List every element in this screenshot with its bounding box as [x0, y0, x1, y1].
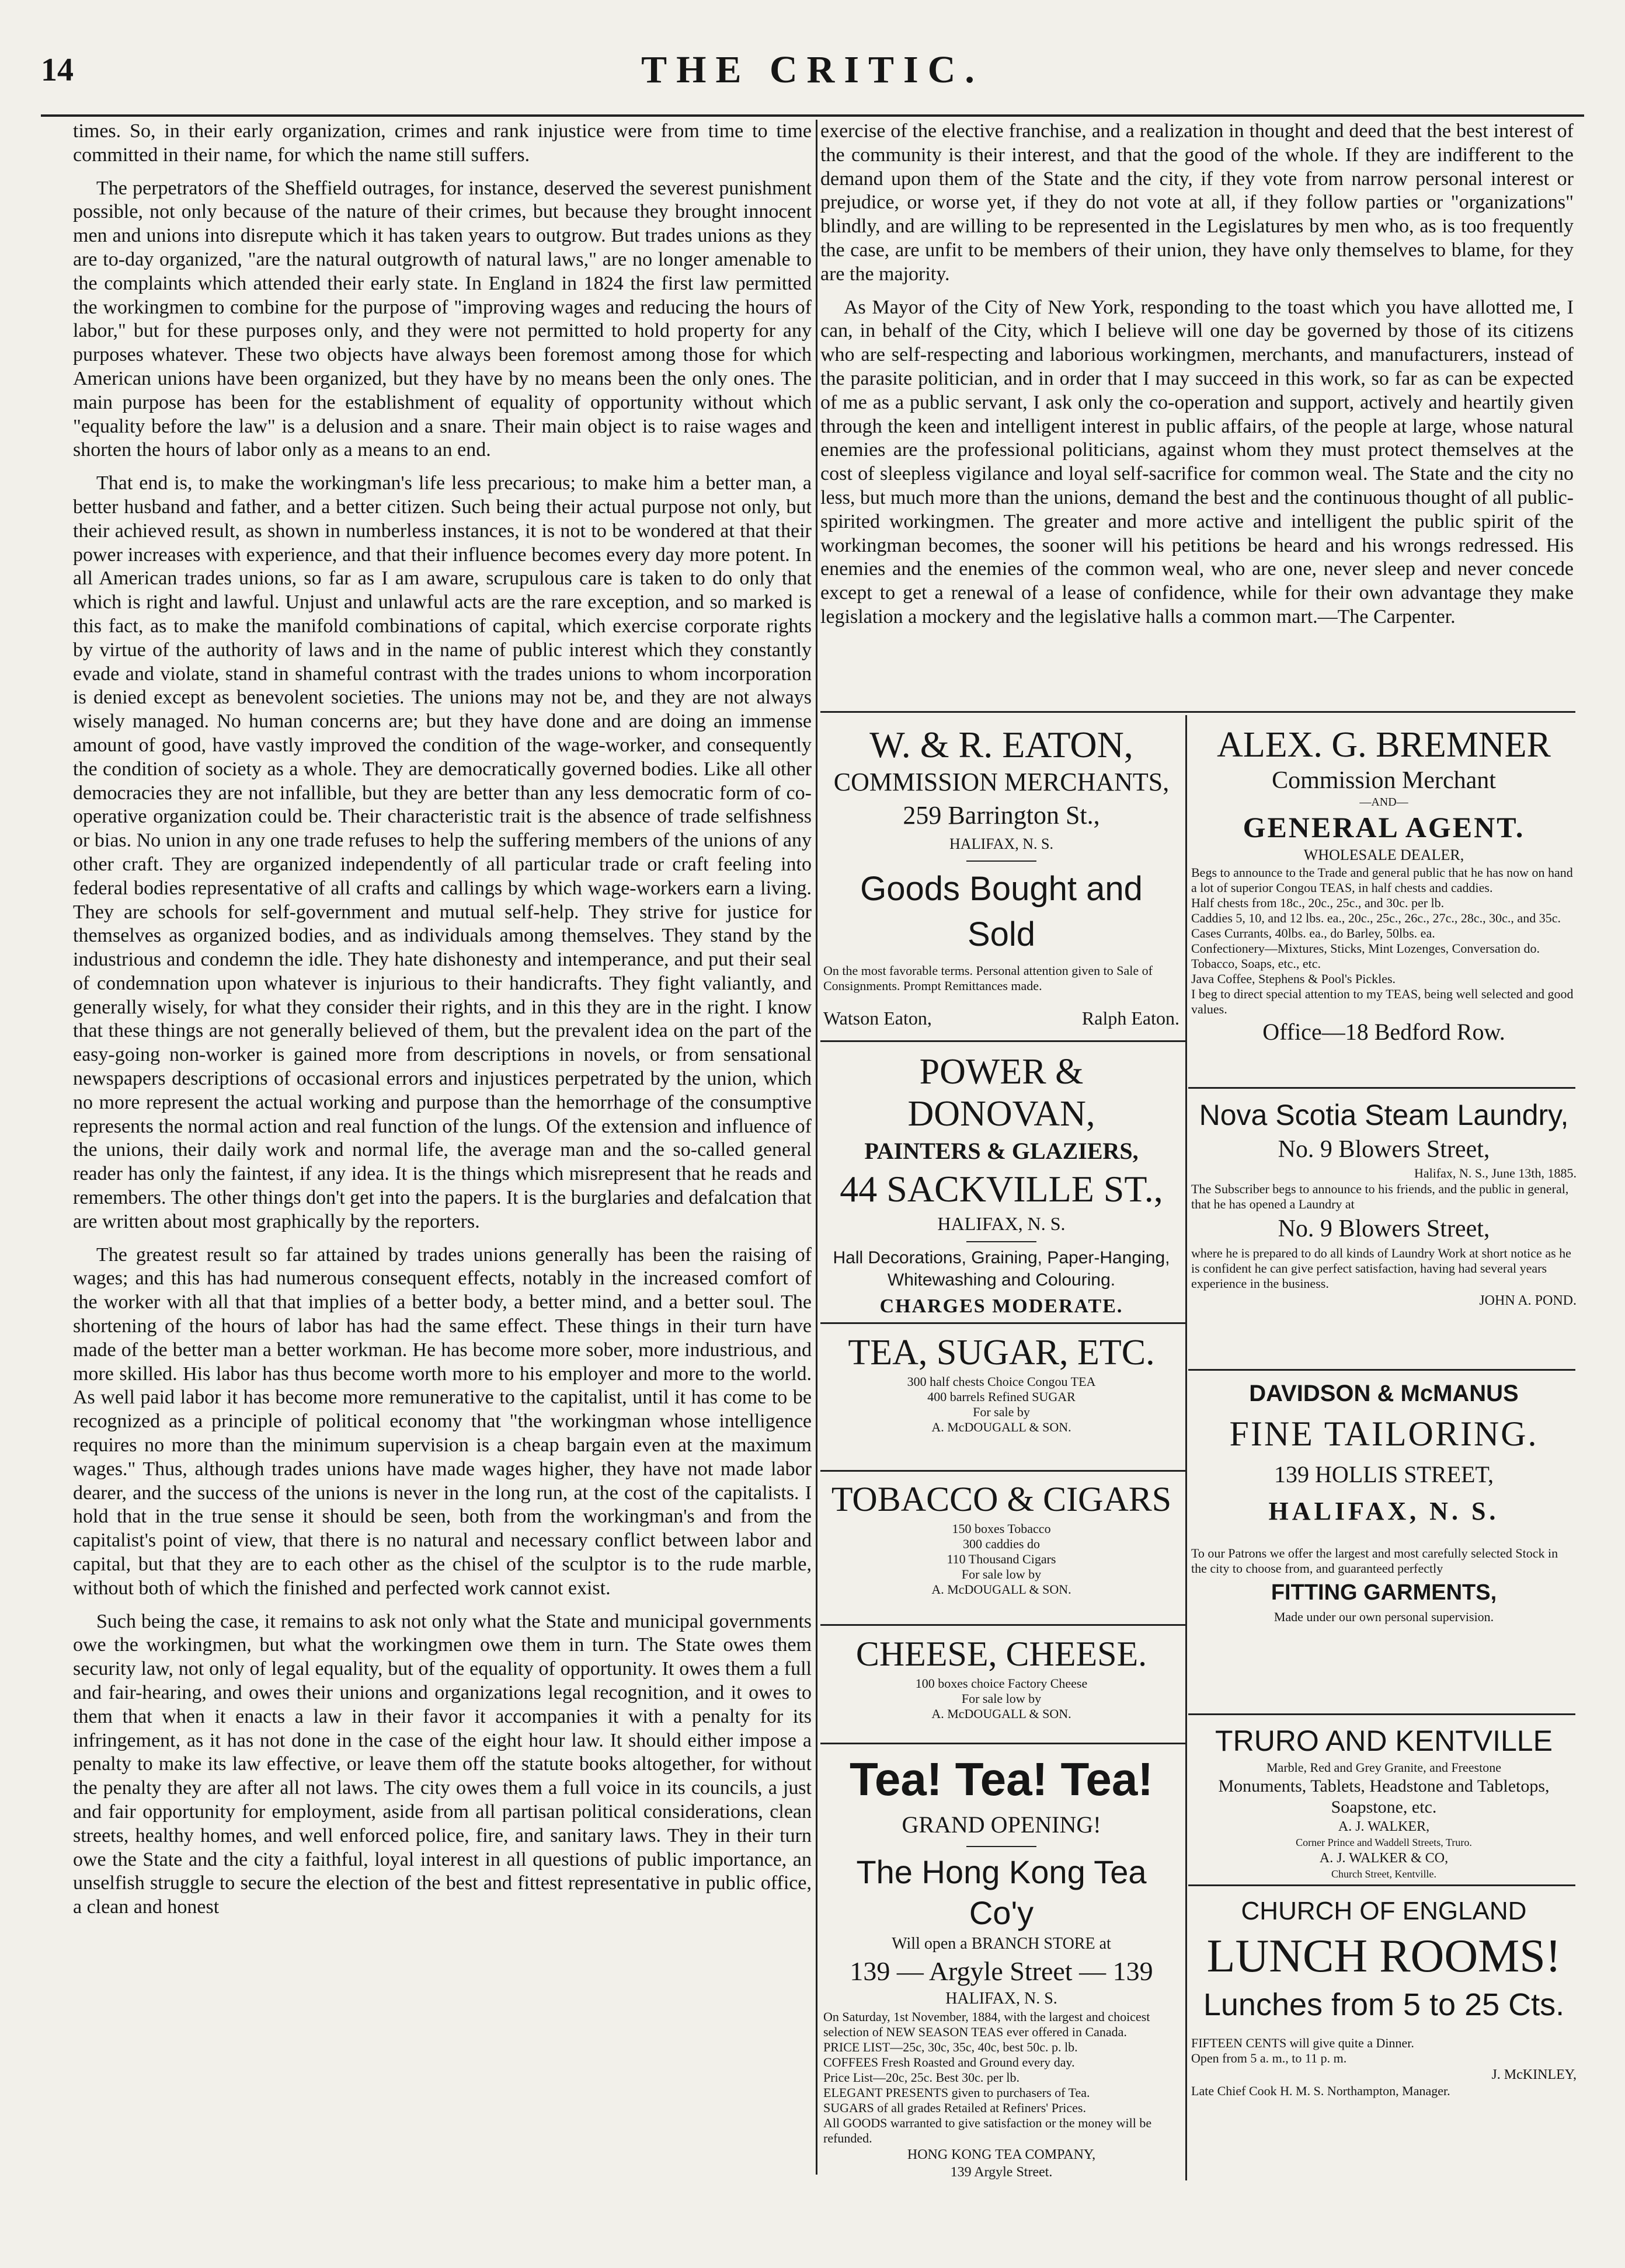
article-paragraph: The perpetrators of the Sheffield outrages, for instance, deserved the severest punishment possible, not only because of the nature of their crimes, but because they brought innocent men and unions into disrepute which it has taken years to outgrow. But trades unions as they are to-day organized, "are the natural outgrowth of natural laws," are no longer amenable to the complaints which attended their early state. In England in 1824 the first law permitted the workingmen to combine for the purpose of "improving wages and reducing the hours of labor," but for these purposes only, and they were not permitted to hold property for any purposes whatever. These two objects have always been foremost among those for which American unions have been organized, but they have by no means been the only ones. The main purpose has been for the establishment of equality of opportunity without which "equality before the law" is a delusion and a snare. Their main object is to raise wages and shorten the hours of labor only as a means to an end.	[73, 177, 812, 461]
ad-cheese-seller: A. McDOUGALL & SON.	[931, 1706, 1071, 1721]
ad-lunch-rooms	[1191, 1894, 1577, 2180]
ad-laundry-body1: The Subscriber begs to announce to his friends, and the public in general, that he has opened a Laundry at	[1191, 1182, 1569, 1211]
ad-tea-sugar-line2: 400 barrels Refined SUGAR	[927, 1389, 1076, 1404]
ad-davidson-address: 139 HOLLIS STREET,	[1274, 1461, 1494, 1487]
page-header	[41, 48, 1584, 118]
ad-bremner	[1191, 724, 1577, 1083]
ad-lunch-line2: Lunches from 5 to 25 Cts.	[1203, 1987, 1565, 2022]
ad-davidson-made: Made under our own personal supervision.	[1273, 1609, 1494, 1624]
ad-laundry-address: No. 9 Blowers Street,	[1278, 1136, 1490, 1163]
ad-lunch-footer: Late Chief Cook H. M. S. Northampton, Manager.	[1191, 2084, 1450, 2098]
ad-divider	[820, 1743, 1185, 1744]
ad-truro-name2: A. J. WALKER & CO,	[1319, 1851, 1449, 1866]
ad-bremner-and: —AND—	[1359, 796, 1408, 809]
ad-bremner-line2: GENERAL AGENT.	[1243, 811, 1525, 844]
ad-eaton-slogan: Goods Bought and Sold	[860, 870, 1143, 953]
ad-truro-addr1: Corner Prince and Waddell Streets, Truro.	[1296, 1837, 1472, 1848]
ad-bremner-body7: Java Coffee, Stephens & Pool's Pickles.	[1191, 971, 1396, 986]
ad-laundry-body2: where he is prepared to do all kinds of Laundry Work at short notice as he is confident he can give perfect satisfaction, having had several years experience in the business.	[1191, 1246, 1571, 1291]
ad-hongkong-body7: All GOODS warranted to give satisfaction or the money will be refunded.	[823, 2116, 1152, 2145]
header-rule	[41, 114, 1584, 117]
ad-hongkong-body3: COFFEES Fresh Roasted and Ground every day.	[823, 2055, 1075, 2070]
ad-truro-addr2: Church Street, Kentville.	[1331, 1868, 1436, 1880]
ad-davidson-body: To our Patrons we offer the largest and most carefully selected Stock in the city to choose from, and guaranteed perfectly	[1191, 1546, 1558, 1576]
article-paragraph: As Mayor of the City of New York, responding to the toast which you have allotted me, I can, in behalf of the City, which I believe will one day be governed by those of its citizens who are self-respecting and laborious workingmen, merchants, and manufacturers, instead of the parasite politician, and in order that I may succeed in this work, so far as can be expected of me as a public servant, I ask only the co-operation and support, actively and heartily given through the keen and intelligent interest in public affairs, of the people at large, whose natural enemies are the professional politicians, against whom they must protect themselves at the cost of sleepless vigilance and loyal self-sacrifice for common weal. The State and the city no less, but much more than the unions, demand the best and the continuous thought of all public-spirited workingmen. The greater and more active and intelligent the public spirit of the workingman becomes, the sooner will his petitions be heard and his wrongs redressed. His enemies and the enemies of the common weal, who are one, never sleep and never concede except to get a renewal of a lease of confidence, while for their own advantage they make legislation a mockery and the legislative halls a common mart.—The Carpenter.	[820, 296, 1574, 628]
ad-power-donovan	[823, 1051, 1179, 1319]
ad-laundry-signature: JOHN A. POND.	[1479, 1293, 1577, 1308]
ads-column-divider	[1185, 715, 1187, 2180]
ad-bremner-body4: Cases Currants, 40lbs. ea., do Barley, 50lbs. ea.	[1191, 926, 1435, 940]
ad-bremner-body6: Tobacco, Soaps, etc., etc.	[1191, 956, 1321, 971]
ad-davidson-city: HALIFAX, N. S.	[1268, 1497, 1499, 1525]
ad-laundry-address2: No. 9 Blowers Street,	[1278, 1215, 1490, 1242]
ad-hongkong-city: HALIFAX, N. S.	[945, 1990, 1057, 2008]
ad-hongkong-body4: Price List—20c, 25c. Best 30c. per lb.	[823, 2070, 1020, 2085]
ad-eaton-line1: COMMISSION MERCHANTS,	[833, 768, 1170, 796]
ad-eaton-address: 259 Barrington St.,	[903, 801, 1100, 830]
ad-bremner-body2: Half chests from 18c., 20c., 25c., and 30c. per lb.	[1191, 896, 1445, 910]
article-paragraph: That end is, to make the workingman's life less precarious; to make him a better man, a better husband and father, and a better citizen. Such being their actual purpose not only, but their achieved result, as shown in numberless instances, it is not to be wondered at that their power increases with experience, and that their influence becomes every day more potent. In all American trades unions, so far as I am aware, scrupulous care is taken to do only that which is right and lawful. Unjust and unlawful acts are the rare exception, and so marked is this fact, as to make the manifold combinations of capital, which exercise corporate rights by virtue of the authority of laws and in the name of public interest which they constantly evade and violate, stand in shameful contrast with the trades unions to whom incorporation is denied except as benevolent societies. The unions may not be, and they are not always wisely managed. No human concerns are; but they have done and are doing an immense amount of good, have vastly improved the condition of the wage-worker, and consequently the condition of society as a whole. They are democratically governed bodies. Like all other democracies they are not infallible, but they are better than any less democratic form of co-operative organization could be. Their characteristic trait is the absence of trade selfishness or bias. No union in any one trade refuses to help the suffering members of the unions of any other craft. They are organized independently of all particular trade or craft feeling into federal bodies representative of all crafts and callings by which wage-workers earn a living. They are schools for self-government and mutual self-help. They strive for justice for themselves as organized bodies, and as individuals among themselves. They stand by the industrious and condemn the idle. They hate dishonesty and intemperance, and put their seal of condemnation upon whatever is injurious to their handicrafts. They fight valiantly, and generally wisely, for what they consider their rights, and in this they are in the right. I know that these things are not generally believed of them, but the prevalent idea on the part of the easy-going non-worker is gained more from descriptions in novels, or from sensational newspapers descriptions of occasional errors and injustices perpetrated by the union, which no more represent the actual working and purpose than the hemorrhage of the consumptive represents the normal action and real function of the lungs. Of the extension and influence of the unions, their daily work and normal life, the average man and the so-called general reader has only the faintest, if any idea. It is the things which misrepresent that he reads and remembers. The other things don't get into the papers. It is the burglaries and defalcation that are written about most graphically by the reporters.	[73, 472, 812, 1232]
ad-bremner-line1: Commission Merchant	[1272, 767, 1496, 794]
ads-top-rule	[820, 711, 1575, 713]
ad-truro-kentville	[1191, 1722, 1577, 1880]
ad-eaton-name: W. & R. EATON,	[869, 724, 1133, 765]
ad-divider	[820, 1624, 1185, 1626]
ad-eaton-partner2: Ralph Eaton.	[1081, 1008, 1179, 1029]
ad-eaton-terms: On the most favorable terms. Personal attention given to Sale of Consignments. Prompt Remittances made.	[823, 963, 1153, 993]
ad-tobacco-line3: 110 Thousand Cigars	[947, 1552, 1056, 1566]
ad-power-trade: PAINTERS & GLAZIERS,	[864, 1138, 1139, 1164]
ad-truro-title: TRURO AND KENTVILLE	[1215, 1724, 1553, 1757]
ad-cheese-title: CHEESE, CHEESE.	[855, 1635, 1147, 1673]
ad-eaton-city: HALIFAX, N. S.	[949, 835, 1053, 852]
ad-truro-line1: Marble, Red and Grey Granite, and Freestone	[1266, 1760, 1501, 1775]
article-paragraph: exercise of the elective franchise, and a realization in thought and deed that the best interest of the community is their interest, and that the good of the whole. If they are indifferent to the demand upon them of the State and the city, if they vote from narrow personal interest or prejudice, or worse yet, if they do not vote at all, if they follow parties or "organizations" blindly, and are willing to be represented in the Legislatures by men who, as is too frequently the case, are unfit to be members of their union, they have only themselves to blame, for they are the majority.	[820, 120, 1574, 285]
ad-tea-sugar	[823, 1331, 1179, 1468]
ad-eaton	[823, 724, 1179, 1033]
ad-power-city: HALIFAX, N. S.	[937, 1213, 1066, 1234]
ad-hong-kong-tea	[823, 1750, 1179, 2182]
ad-tea-sugar-seller: A. McDOUGALL & SON.	[931, 1420, 1071, 1434]
ad-davidson-line1: FINE TAILORING.	[1229, 1415, 1539, 1453]
ad-laundry-title: Nova Scotia Steam Laundry,	[1199, 1099, 1569, 1131]
ad-hongkong-footer2: 139 Argyle Street.	[950, 2165, 1053, 2180]
ad-bremner-body8: I beg to direct special attention to my TEAS, being well selected and good values.	[1191, 987, 1574, 1016]
column-divider	[816, 120, 817, 2175]
ad-hongkong-company: The Hong Kong Tea Co'y	[856, 1854, 1147, 1931]
ad-power-address: 44 SACKVILLE ST.,	[840, 1168, 1163, 1210]
ad-lunch-title: CHURCH OF ENGLAND	[1241, 1897, 1527, 1925]
ad-hongkong-body2: PRICE LIST—25c, 30c, 35c, 40c, best 50c. p. lb.	[823, 2040, 1078, 2054]
page-number: 14	[41, 52, 74, 88]
ad-cheese-line2: For sale low by	[961, 1691, 1042, 1706]
ad-bremner-office: Office—18 Bedford Row.	[1262, 1019, 1505, 1045]
article-paragraph: Such being the case, it remains to ask not only what the State and municipal governments owe the workingmen, but what the workingmen owe them in turn. The State owes them security law, not only of legal equality, but of the equality of opportunity. It owes them a full and fair-hearing, and owes their unions and organizations legal recognition, and it owes to them that when it enacts a law in their favor it accompanies it with a penalty for its infringement, as it has not done in the case of the eight hour law. It should either impose a penalty to make its law effective, or leave them off the statute books altogether, for without the penalty they are after all not laws. The city owes them a full voice in its councils, a just and fair opportunity for employment, aside from all partisan political considerations, clean streets, healthy homes, and well enforced police, fire, and sanitary laws. They in their turn owe the State and the city a faithful, loyal interest in all questions of public importance, an unselfish struggle to secure the election of the best and fittest representative in public office, a clean and honest	[73, 1610, 812, 1918]
ad-divider	[820, 1322, 1185, 1324]
ad-tobacco	[823, 1477, 1179, 1623]
ad-power-services: Hall Decorations, Graining, Paper-Hanging, Whitewashing and Colouring.	[833, 1248, 1170, 1290]
ad-bremner-wholesale: WHOLESALE DEALER,	[1303, 846, 1464, 863]
ad-cheese-line1: 100 boxes choice Factory Cheese	[915, 1676, 1088, 1691]
ad-divider	[820, 1470, 1185, 1472]
ad-bremner-name: ALEX. G. BREMNER	[1217, 725, 1551, 765]
ad-lunch-body2: Open from 5 a. m., to 11 p. m.	[1191, 2051, 1347, 2065]
ad-hongkong-body6: SUGARS of all grades Retailed at Refiners' Prices.	[823, 2100, 1086, 2115]
ad-hongkong-will-open: Will open a BRANCH STORE at	[892, 1935, 1111, 1953]
ad-divider	[1188, 1713, 1575, 1715]
ad-hongkong-footer1: HONG KONG TEA COMPANY,	[907, 2147, 1096, 2162]
ad-hongkong-body1: On Saturday, 1st November, 1884, with the largest and choicest selection of NEW SEASON TEAS ever offered in Canada.	[823, 2009, 1150, 2039]
ad-truro-name1: A. J. WALKER,	[1338, 1819, 1430, 1834]
ad-tea-sugar-title: TEA, SUGAR, ETC.	[848, 1333, 1155, 1372]
article-column-left	[73, 120, 812, 2175]
ad-cheese	[823, 1632, 1179, 1740]
ad-lunch-body1: FIFTEEN CENTS will give quite a Dinner.	[1191, 2036, 1414, 2050]
ad-hongkong-body5: ELEGANT PRESENTS given to purchasers of Tea.	[823, 2085, 1090, 2100]
ad-bremner-body5: Confectionery—Mixtures, Sticks, Mint Lozenges, Conversation do.	[1191, 941, 1540, 956]
ad-hongkong-opening: GRAND OPENING!	[902, 1811, 1101, 1838]
article-column-right	[820, 120, 1574, 703]
ad-davidson-mcmanus	[1191, 1378, 1577, 1705]
ad-laundry-date: Halifax, N. S., June 13th, 1885.	[1414, 1166, 1577, 1180]
ad-power-charges: CHARGES MODERATE.	[879, 1295, 1123, 1317]
ad-divider	[820, 1040, 1185, 1042]
ad-hongkong-address: 139 — Argyle Street — 139	[850, 1956, 1153, 1986]
ad-divider	[1188, 1087, 1575, 1089]
ad-tobacco-seller: A. McDOUGALL & SON.	[931, 1582, 1071, 1597]
ad-lunch-line1: LUNCH ROOMS!	[1206, 1931, 1561, 1982]
ad-hongkong-title: Tea! Tea! Tea!	[849, 1753, 1154, 1805]
ad-tobacco-title: TOBACCO & CIGARS	[831, 1480, 1172, 1518]
ad-tea-sugar-line3: For sale by	[973, 1405, 1030, 1419]
ad-davidson-fitting: FITTING GARMENTS,	[1271, 1580, 1497, 1605]
ad-eaton-partner1: Watson Eaton,	[823, 1008, 932, 1029]
ad-tea-sugar-line1: 300 half chests Choice Congou TEA	[907, 1374, 1096, 1389]
masthead-title: THE CRITIC.	[641, 48, 984, 91]
ad-divider	[1188, 1369, 1575, 1371]
ad-laundry	[1191, 1096, 1577, 1365]
ad-bremner-body3: Caddies 5, 10, and 12 lbs. ea., 20c., 25c., 26c., 27c., 28c., 30c., and 35c.	[1191, 911, 1561, 925]
ad-divider	[1188, 1884, 1575, 1886]
ad-bremner-body1: Begs to announce to the Trade and general public that he has now on hand a lot of superior Congou TEAS, in half chests and caddies.	[1191, 865, 1573, 895]
ad-tobacco-line1: 150 boxes Tobacco	[952, 1521, 1051, 1536]
article-paragraph: times. So, in their early organization, crimes and rank injustice were from time to time committed in their name, for which the name still suffers.	[73, 120, 812, 166]
ad-davidson-name: DAVIDSON & McMANUS	[1249, 1381, 1519, 1406]
ad-tobacco-line4: For sale low by	[961, 1567, 1042, 1581]
ad-power-name: POWER & DONOVAN,	[907, 1052, 1095, 1134]
ad-lunch-name: J. McKINLEY,	[1491, 2067, 1577, 2082]
ad-truro-line2: Monuments, Tablets, Headstone and Tabletops, Soapstone, etc.	[1218, 1776, 1550, 1817]
article-paragraph: The greatest result so far attained by trades unions generally has been the raising of wages; and this has had numerous consequent effects, notably in the increased comfort of the worker with all that that implies of a better body, a better mind, and a better soul. The shortening of the hours of labor has had the same effect. These things in their turn have made of the better man a better workman. He has become more sober, more industrious, and more skilled. His labor has thus become worth more to his employer and more to the world. As well paid labor it has become more remunerative to the capitalist, until it has come to be recognized as a principle of political economy that "the workingman whose intelligence requires no more than the minimum supervision is a cheap bargain even at the maximum wages." Thus, although trades unions have made wages higher, they have not made labor dearer, and the success of the unions is never in the long run, at the cost of the capitalists. I hold that in the true sense it should be seen, both from the workingman's and from the capitalist's point of view, that there is no natural and necessary conflict between labor and capital, but that they are to each other as the chisel of the sculptor is to the rude marble, without both of which the finished and perfected work cannot exist.	[73, 1243, 812, 1599]
ad-tobacco-line2: 300 caddies do	[963, 1537, 1040, 1551]
